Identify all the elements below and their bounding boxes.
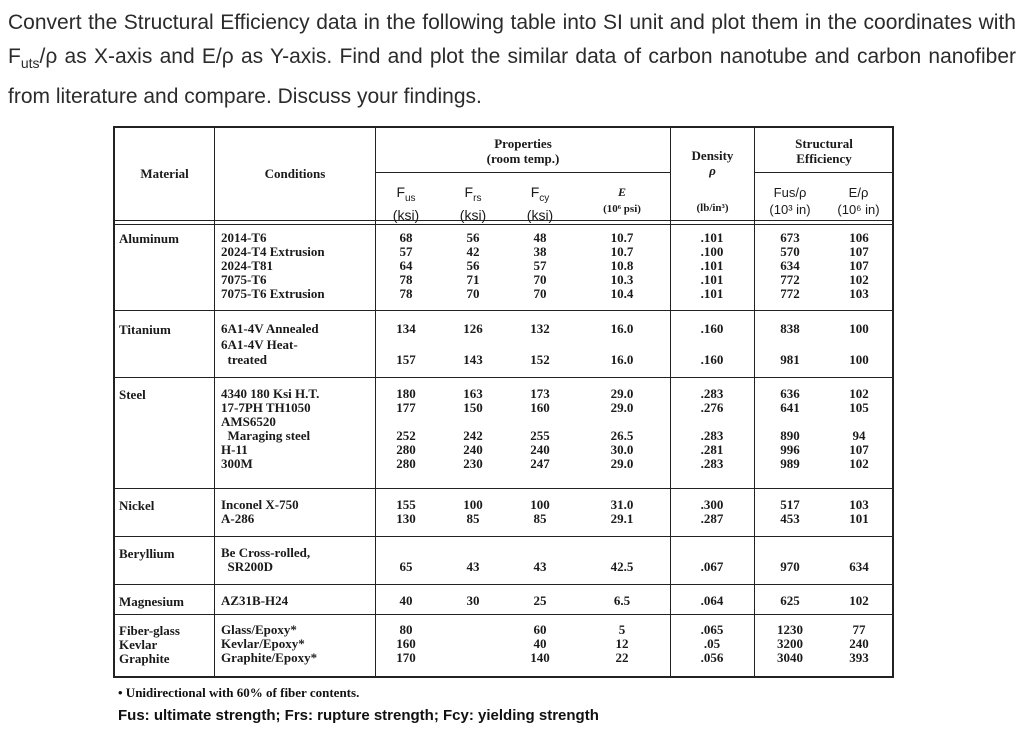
cell-e: 10.7: [610, 244, 634, 259]
cell-fus: 155: [396, 497, 416, 512]
cell-e: 16.0: [610, 321, 634, 336]
condition-label: Inconel X-750: [221, 497, 299, 512]
cell-fcy: 25: [533, 593, 547, 608]
condition-label: H-11: [221, 442, 248, 457]
cell-frs: 42: [466, 244, 480, 259]
cell-density: .100: [700, 244, 724, 259]
material-name: Steel: [119, 387, 146, 402]
cell-density: .056: [700, 650, 724, 665]
cell-eff2: 100: [849, 352, 869, 367]
cell-eff1: 981: [780, 352, 800, 367]
cell-eff1: 838: [780, 321, 800, 336]
cell-density: .283: [700, 456, 724, 471]
cell-eff1: 3200: [777, 636, 803, 651]
cell-fus: 252: [396, 428, 416, 443]
cell-eff2: 106: [849, 230, 869, 245]
cell-frs: 143: [463, 352, 483, 367]
cell-eff2: 103: [849, 497, 869, 512]
header-density-unit: (lb/in³): [696, 202, 729, 214]
cell-frs: 126: [463, 321, 483, 336]
cell-e: 12: [615, 636, 629, 651]
cell-eff2: 77: [852, 622, 866, 637]
cell-eff1: 636: [780, 386, 800, 401]
cell-density: .160: [700, 321, 724, 336]
header-fcy: $F_{cy}$ (ksi): [526, 184, 554, 223]
cell-eff2: 107: [849, 258, 869, 273]
condition-label: 7075-T6: [221, 272, 267, 287]
condition-label: Be Cross-rolled,: [221, 545, 311, 560]
condition-label: 2024-T81: [221, 258, 273, 273]
footnote-definitions: Fus: ultimate strength; Frs: rupture strength; Fcy: yielding strength: [118, 707, 599, 724]
cell-fus: 157: [396, 352, 416, 367]
condition-label: treated: [221, 352, 267, 367]
cell-fcy: 60: [533, 622, 547, 637]
cell-eff2: 100: [849, 321, 869, 336]
cell-density: .064: [700, 593, 724, 608]
cell-fcy: 70: [533, 286, 547, 301]
cell-eff2: 105: [849, 400, 869, 415]
cell-density: .05: [703, 636, 721, 651]
cell-frs: 163: [463, 386, 483, 401]
cell-eff2: 102: [849, 386, 869, 401]
condition-label: 17-7PH TH1050: [221, 400, 311, 415]
cell-fus: 65: [399, 559, 413, 574]
cell-frs: 230: [463, 456, 483, 471]
cell-fus: 170: [396, 650, 416, 665]
assignment-prompt: [8, 6, 1016, 114]
cell-eff1: 970: [780, 559, 800, 574]
cell-eff1: 641: [780, 400, 800, 415]
material-name: Magnesium: [119, 594, 184, 609]
cell-density: .101: [700, 258, 724, 273]
condition-label: 6A1-4V Annealed: [221, 321, 319, 336]
cell-fus: 80: [399, 622, 413, 637]
material-name: Titanium: [119, 322, 171, 337]
condition-label: 7075-T6 Extrusion: [221, 286, 325, 301]
cell-frs: 100: [463, 497, 483, 512]
cell-fus: 40: [399, 593, 413, 608]
cell-fus: 280: [396, 456, 416, 471]
cell-frs: 242: [463, 428, 483, 443]
cell-density: .300: [700, 497, 724, 512]
header-e: E (10⁶ psi): [603, 185, 641, 215]
cell-e: 5: [618, 622, 626, 637]
material-name: Fiber-glass: [119, 623, 180, 638]
condition-label: Kevlar/Epoxy*: [221, 636, 305, 651]
cell-fcy: 173: [530, 386, 550, 401]
cell-density: .101: [700, 230, 724, 245]
cell-e: 29.0: [610, 456, 634, 471]
cell-frs: 70: [466, 286, 480, 301]
cell-fcy: 57: [533, 258, 547, 273]
cell-fcy: 240: [530, 442, 550, 457]
condition-label: A-286: [221, 511, 255, 526]
cell-density: .283: [700, 386, 724, 401]
cell-eff2: 240: [849, 636, 869, 651]
cell-density: .101: [700, 272, 724, 287]
header-density: Density ρ: [691, 148, 734, 178]
cell-e: 42.5: [610, 559, 634, 574]
header-conditions: Conditions: [264, 166, 326, 181]
cell-fcy: 100: [530, 497, 550, 512]
header-material: Material: [140, 166, 189, 181]
header-structural-efficiency: Structural Efficiency: [795, 136, 853, 166]
cell-fus: 134: [396, 321, 416, 336]
cell-eff1: 772: [780, 286, 800, 301]
cell-e: 10.3: [610, 272, 634, 287]
condition-label: AZ31B-H24: [221, 593, 289, 608]
cell-eff1: 673: [780, 230, 800, 245]
cell-frs: 150: [463, 400, 483, 415]
cell-e: 29.0: [610, 386, 634, 401]
condition-label: 2024-T4 Extrusion: [221, 244, 325, 259]
prompt-text: Convert the Structural Efficiency data in the following table into SI unit and plot them in the coordinates with $F_{uts}/\rho$ as X-axis and E/ρ as Y-axis. Find and plot the similar data of carbon nanotube and carbon nanofiber from literature and compare. Discuss your findings.: [8, 11, 1016, 109]
cell-e: 29.1: [610, 511, 634, 526]
cell-eff2: 634: [849, 559, 869, 574]
material-name: Graphite: [119, 651, 170, 666]
cell-fus: 68: [399, 230, 413, 245]
cell-fus: 57: [399, 244, 413, 259]
cell-eff1: 772: [780, 272, 800, 287]
cell-fcy: 40: [533, 636, 547, 651]
cell-eff1: 989: [780, 456, 800, 471]
cell-eff2: 103: [849, 286, 869, 301]
cell-eff1: 3040: [777, 650, 803, 665]
condition-label: Graphite/Epoxy*: [221, 650, 318, 665]
cell-eff1: 996: [780, 442, 800, 457]
cell-fcy: 255: [530, 428, 550, 443]
cell-fcy: 160: [530, 400, 550, 415]
cell-fcy: 85: [533, 511, 547, 526]
cell-frs: 30: [466, 593, 480, 608]
cell-frs: 56: [466, 230, 480, 245]
condition-label: SR200D: [221, 559, 274, 574]
cell-eff2: 107: [849, 442, 869, 457]
cell-fcy: 70: [533, 272, 547, 287]
cell-density: .287: [700, 511, 724, 526]
cell-e: 22: [615, 650, 629, 665]
cell-eff2: 107: [849, 244, 869, 259]
cell-density: .281: [700, 442, 724, 457]
condition-label: Glass/Epoxy*: [221, 622, 297, 637]
cell-density: .276: [700, 400, 724, 415]
material-name: Nickel: [119, 498, 155, 513]
footnote-unidirectional: • Unidirectional with 60% of fiber contents.: [118, 685, 360, 700]
cell-fcy: 38: [533, 244, 547, 259]
cell-e: 29.0: [610, 400, 634, 415]
cell-density: .067: [700, 559, 724, 574]
cell-eff2: 102: [849, 593, 869, 608]
cell-fus: 130: [396, 511, 416, 526]
cell-density: .160: [700, 352, 724, 367]
cell-e: 10.8: [610, 258, 634, 273]
cell-eff1: 625: [780, 593, 800, 608]
cell-eff1: 890: [780, 428, 800, 443]
material-name: Kevlar: [119, 637, 158, 652]
cell-e: 30.0: [610, 442, 634, 457]
cell-eff2: 102: [849, 456, 869, 471]
cell-fcy: 152: [530, 352, 550, 367]
cell-fcy: 247: [530, 456, 550, 471]
material-name: Beryllium: [119, 546, 175, 561]
cell-eff2: 393: [849, 650, 869, 665]
cell-density: .101: [700, 286, 724, 301]
cell-density: .283: [700, 428, 724, 443]
header-properties: Properties (room temp.): [486, 136, 560, 166]
cell-e: 31.0: [610, 497, 634, 512]
cell-e: 16.0: [610, 352, 634, 367]
cell-eff1: 517: [780, 497, 800, 512]
header-fus: $F_{us}$ (ksi): [392, 184, 420, 223]
condition-label: 6A1-4V Heat-: [221, 337, 298, 352]
condition-label: AMS6520: [221, 414, 276, 429]
cell-eff2: 101: [849, 511, 869, 526]
condition-label: 300M: [221, 456, 253, 471]
cell-fcy: 43: [533, 559, 547, 574]
cell-fus: 64: [399, 258, 413, 273]
cell-eff1: 1230: [777, 622, 803, 637]
cell-fus: 78: [399, 286, 413, 301]
condition-label: Maraging steel: [221, 428, 311, 443]
header-fus-per-rho: Fus/ρ (10³ in): [769, 185, 811, 217]
condition-label: 4340 180 Ksi H.T.: [221, 386, 320, 401]
cell-fcy: 48: [533, 230, 547, 245]
header-frs: $F_{rs}$ (ksi): [459, 184, 487, 223]
cell-frs: 85: [466, 511, 480, 526]
cell-eff1: 453: [780, 511, 800, 526]
cell-frs: 43: [466, 559, 480, 574]
cell-fus: 280: [396, 442, 416, 457]
cell-e: 10.4: [610, 286, 634, 301]
cell-density: .065: [700, 622, 724, 637]
cell-eff1: 570: [780, 244, 800, 259]
structural-efficiency-table: [113, 126, 894, 678]
cell-eff2: 102: [849, 272, 869, 287]
header-e-per-rho: E/ρ (10⁶ in): [837, 185, 880, 217]
cell-frs: 56: [466, 258, 480, 273]
material-name: Aluminum: [119, 231, 179, 246]
cell-fus: 180: [396, 386, 416, 401]
cell-eff2: 94: [852, 428, 866, 443]
cell-frs: 240: [463, 442, 483, 457]
cell-e: 6.5: [613, 593, 631, 608]
cell-e: 26.5: [610, 428, 634, 443]
cell-fcy: 140: [530, 650, 550, 665]
cell-fus: 160: [396, 636, 416, 651]
cell-e: 10.7: [610, 230, 634, 245]
cell-fcy: 132: [530, 321, 550, 336]
cell-fus: 177: [396, 400, 416, 415]
cell-frs: 71: [466, 272, 480, 287]
condition-label: 2014-T6: [221, 230, 267, 245]
cell-eff1: 634: [780, 258, 800, 273]
cell-fus: 78: [399, 272, 413, 287]
